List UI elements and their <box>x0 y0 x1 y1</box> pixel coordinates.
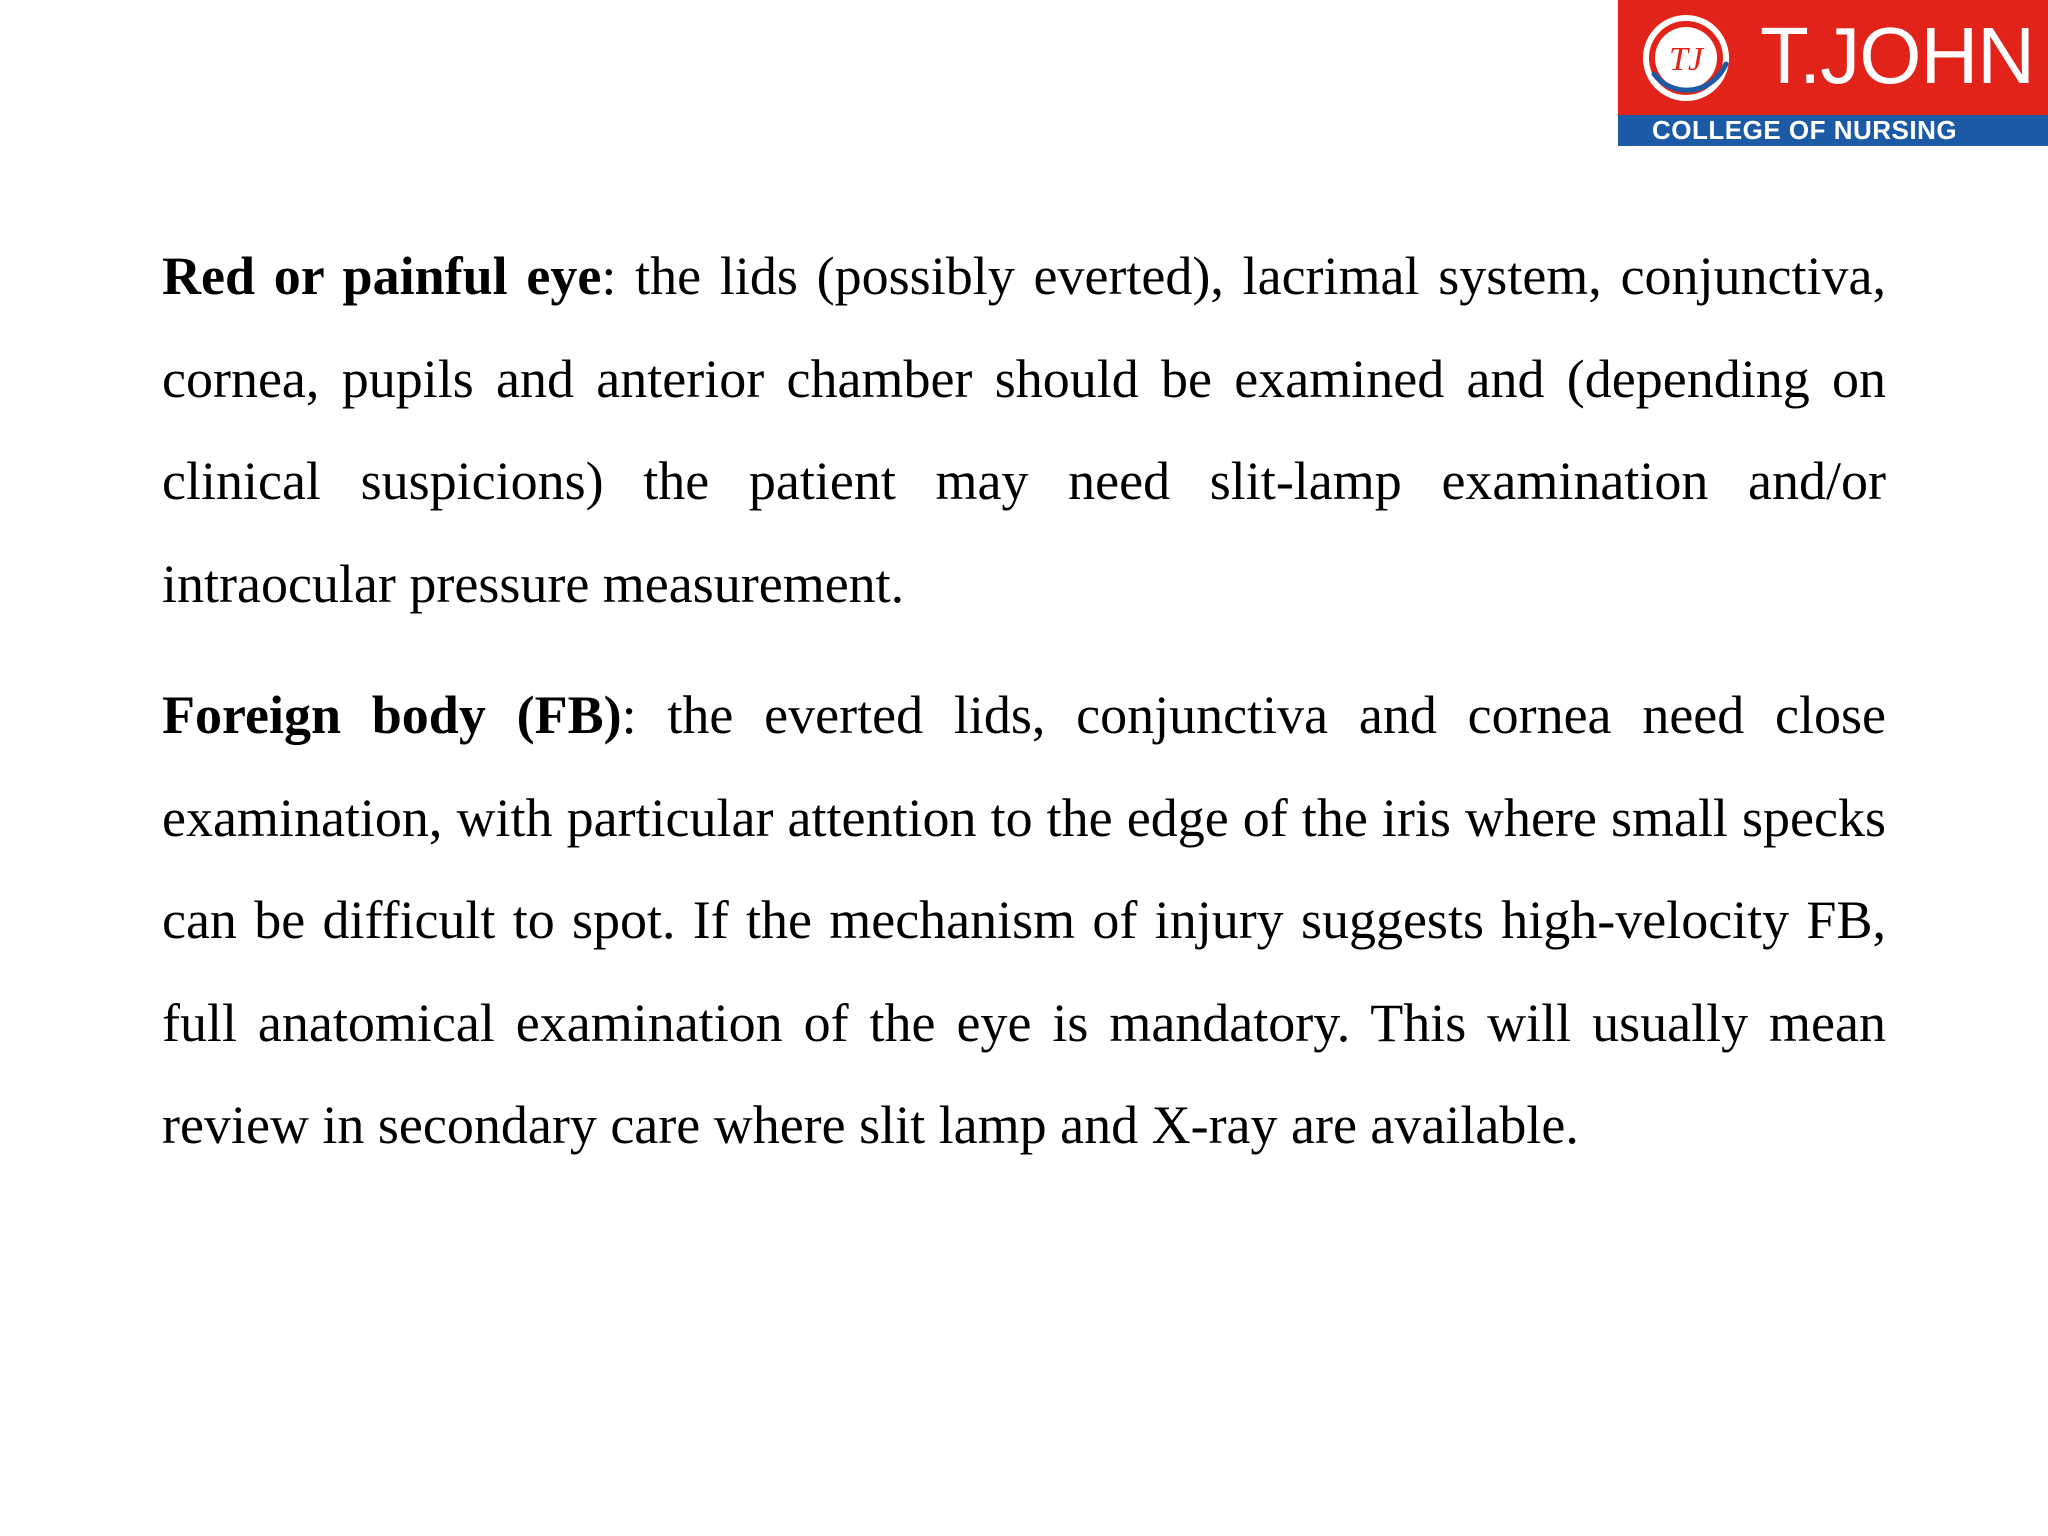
slide-body <box>162 225 1886 1177</box>
term-red-painful-eye: Red or painful eye <box>162 246 602 306</box>
term-separator: : <box>621 685 637 745</box>
college-logo <box>1618 0 2048 146</box>
paragraph-text: the everted lids, conjunctiva and cornea need close examination, with particular attention to the edge of the iris where small specks can be difficult to spot. If the mechanism of injury suggests high-velocity FB, full anatomical examination of the eye is mandatory. This will usually mean review in secondary care where slit lamp and X-ray are available. <box>162 685 1886 1155</box>
term-foreign-body: Foreign body (FB) <box>162 685 622 745</box>
paragraph-foreign-body <box>162 664 1886 1177</box>
logo-name: T.JOHN <box>1760 11 2034 100</box>
college-emblem-icon <box>1640 12 1732 104</box>
paragraph-text: the lids (possibly everted), lacrimal system, conjunctiva, cornea, pupils and anterior chamber should be examined and (depending on clinical suspicions) the patient may need slit-lamp examination and/or intraocular pressure measurement. <box>162 246 1886 614</box>
term-separator: : <box>601 246 617 306</box>
logo-subtitle: COLLEGE OF NURSING <box>1652 115 1958 145</box>
logo-monogram: TJ <box>1669 41 1703 78</box>
paragraph-red-painful-eye <box>162 225 1886 635</box>
